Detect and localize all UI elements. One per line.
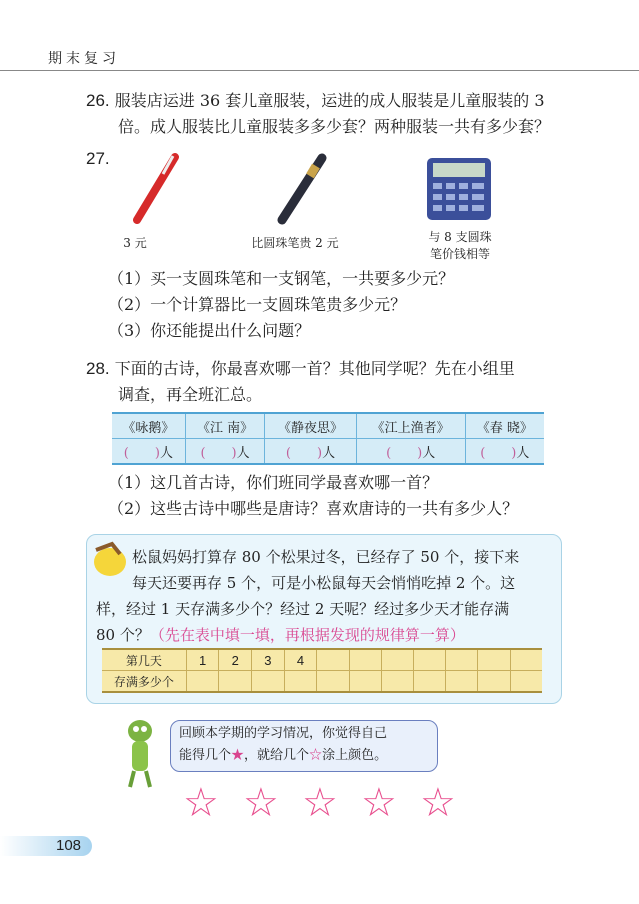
fountain-pen-image <box>270 152 330 227</box>
day-cell[interactable] <box>349 649 381 671</box>
blank: ( ) <box>386 445 423 461</box>
poem-title: 《咏鹅》 <box>112 413 185 439</box>
count-cell[interactable] <box>112 439 185 465</box>
sub-question: （1）买一支圆珠笔和一支钢笔，一共要多少元？ <box>108 269 455 288</box>
row-label: 存满多少个 <box>102 671 186 693</box>
problem-line: 80 个？ <box>96 626 150 644</box>
poem-title: 《静夜思》 <box>265 413 356 439</box>
unit: 人 <box>322 445 336 461</box>
cartoon-character-icon <box>110 715 165 790</box>
blank: ( ) <box>285 445 323 461</box>
count-cell[interactable] <box>356 439 465 465</box>
question-27-number: 27. <box>86 149 110 168</box>
table-row <box>112 439 544 465</box>
poem-title: 《江 南》 <box>185 413 265 439</box>
amount-cell[interactable] <box>284 671 317 693</box>
question-text: 下面的古诗，你最喜欢哪一首？其他同学呢？先在小组里 <box>114 359 515 378</box>
count-cell[interactable] <box>265 439 356 465</box>
bubble-text: ，就给几个 <box>244 748 310 763</box>
amount-cell[interactable] <box>478 671 510 693</box>
amount-cell[interactable] <box>510 671 542 693</box>
table-row <box>102 671 542 693</box>
poem-title: 《春 晓》 <box>465 413 544 439</box>
problem-line: 每天还要再存 5 个，可是小松鼠每天会悄悄吃掉 2 个。这 <box>132 574 516 592</box>
amount-cell[interactable] <box>349 671 381 693</box>
day-cell[interactable] <box>317 649 349 671</box>
day-cell[interactable] <box>381 649 413 671</box>
hint-text: （先在表中填一填，再根据发现的规律算一算） <box>149 626 465 644</box>
day-cell[interactable] <box>446 649 478 671</box>
amount-cell[interactable] <box>219 671 252 693</box>
amount-cell[interactable] <box>414 671 446 693</box>
day-cell: 4 <box>284 649 317 671</box>
question-text: 调查，再全班汇总。 <box>118 385 263 404</box>
page-number: 108 <box>56 837 82 854</box>
poem-survey-table <box>112 412 544 465</box>
section-header: 期末复习 <box>48 51 120 67</box>
question-26 <box>86 88 550 140</box>
amount-cell[interactable] <box>252 671 285 693</box>
outline-star-icon: ☆ <box>309 748 323 763</box>
unit: 人 <box>516 445 530 461</box>
count-cell[interactable] <box>465 439 544 465</box>
problem-line: 松鼠妈妈打算存 80 个松果过冬，已经存了 50 个，接下来 <box>132 548 520 566</box>
day-cell: 3 <box>252 649 285 671</box>
amount-cell[interactable] <box>317 671 349 693</box>
day-cell[interactable] <box>478 649 510 671</box>
question-text: 倍。成人服装比儿童服装多多少套？两种服装一共有多少套？ <box>118 117 551 136</box>
ballpoint-pen-image <box>125 152 185 227</box>
sub-question: （3）你还能提出什么问题？ <box>108 321 311 340</box>
rating-star-5[interactable]: ☆ <box>420 780 456 826</box>
table-row <box>112 413 544 439</box>
savings-table <box>102 648 542 693</box>
day-cell: 2 <box>219 649 252 671</box>
table-row <box>102 649 542 671</box>
unit: 人 <box>422 445 436 461</box>
count-cell[interactable] <box>185 439 265 465</box>
fountain-pen-caption: 比圆珠笔贵 2 元 <box>251 236 339 250</box>
bubble-text: 能得几个 <box>179 748 232 763</box>
calculator-image <box>425 156 493 222</box>
question-28-subs <box>108 470 518 522</box>
speech-bubble <box>170 720 438 772</box>
squirrel-problem-text <box>96 544 556 648</box>
caption-line: 与 8 支圆珠 <box>428 230 492 244</box>
rating-star-2[interactable]: ☆ <box>243 780 279 826</box>
sub-question: （2）这些古诗中哪些是唐诗？喜欢唐诗的一共有多少人？ <box>108 499 519 518</box>
rating-star-3[interactable]: ☆ <box>302 780 338 826</box>
blank: ( ) <box>123 445 160 461</box>
amount-cell[interactable] <box>446 671 478 693</box>
sub-question: （1）这几首古诗，你们班同学最喜欢哪一首？ <box>108 473 439 492</box>
amount-cell[interactable] <box>381 671 413 693</box>
calculator-caption <box>410 228 510 262</box>
problem-line: 样，经过 1 天存满多少个？经过 2 天呢？经过多少天才能存满 <box>96 600 510 618</box>
question-27-subs <box>108 266 454 344</box>
caption-line: 笔价钱相等 <box>429 247 490 261</box>
day-cell[interactable] <box>414 649 446 671</box>
unit: 人 <box>236 445 250 461</box>
header-divider <box>0 70 639 71</box>
question-number: 26. <box>86 91 110 110</box>
bubble-text: 涂上颜色。 <box>322 748 388 763</box>
unit: 人 <box>159 445 173 461</box>
rating-star-1[interactable]: ☆ <box>183 780 219 826</box>
poem-title: 《江上渔者》 <box>356 413 465 439</box>
blank: ( ) <box>480 445 517 461</box>
day-cell: 1 <box>186 649 219 671</box>
filled-star-icon: ★ <box>231 748 245 763</box>
row-label: 第几天 <box>102 649 186 671</box>
question-text: 服装店运进 36 套儿童服装，运进的成人服装是儿童服装的 3 <box>114 91 545 110</box>
question-28 <box>86 356 515 408</box>
question-number: 28. <box>86 359 110 378</box>
day-cell[interactable] <box>510 649 542 671</box>
pen-price-caption: 3 元 <box>123 236 147 250</box>
bubble-line: 回顾本学期的学习情况，你觉得自己 <box>179 726 388 741</box>
amount-cell[interactable] <box>186 671 219 693</box>
sub-question: （2）一个计算器比一支圆珠笔贵多少元？ <box>108 295 407 314</box>
rating-star-4[interactable]: ☆ <box>361 780 397 826</box>
blank: ( ) <box>200 445 237 461</box>
